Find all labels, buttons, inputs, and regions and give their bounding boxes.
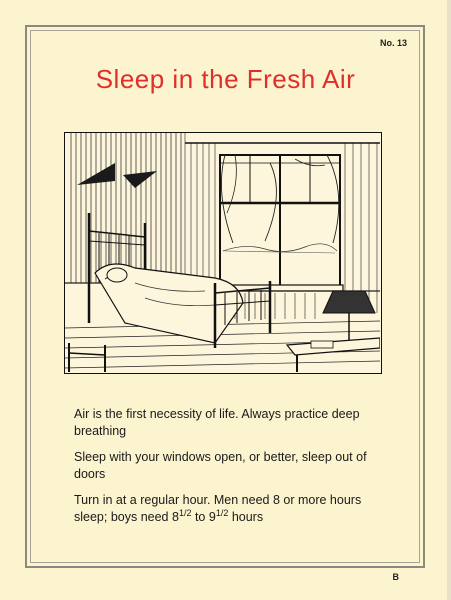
fraction-2-numerator: 1: [215, 507, 221, 518]
advice-text-end: hours: [228, 510, 264, 524]
page-title: Sleep in the Fresh Air: [95, 64, 356, 94]
card-number: No. 13: [379, 38, 407, 48]
pennant-right: [123, 171, 157, 188]
fraction-1-denominator: /2: [183, 507, 192, 518]
fraction-1-numerator: 1: [178, 507, 184, 518]
advice-paragraph-3: [74, 492, 394, 526]
fraction-2-denominator: /2: [220, 507, 229, 518]
advice-paragraph-1: Air is the first necessity of life. Always practice deep breathing: [74, 407, 360, 438]
corner-letter: B: [392, 572, 399, 582]
bedroom-illustration: [64, 132, 382, 374]
health-advice-text: [74, 406, 394, 535]
bedroom-drawing: [65, 133, 380, 372]
advice-text-part1: Turn in at a regular hour. Men need 8 or more hours sleep; boys need 8: [74, 493, 362, 524]
fraction-half-1: [179, 508, 192, 518]
advice-paragraph-2: Sleep with your windows open, or better, sleep out of doors: [74, 450, 367, 481]
fraction-half-2: [216, 508, 229, 518]
window: [217, 155, 343, 291]
advice-text-mid: to 9: [191, 510, 216, 524]
left-wall: [71, 133, 181, 283]
